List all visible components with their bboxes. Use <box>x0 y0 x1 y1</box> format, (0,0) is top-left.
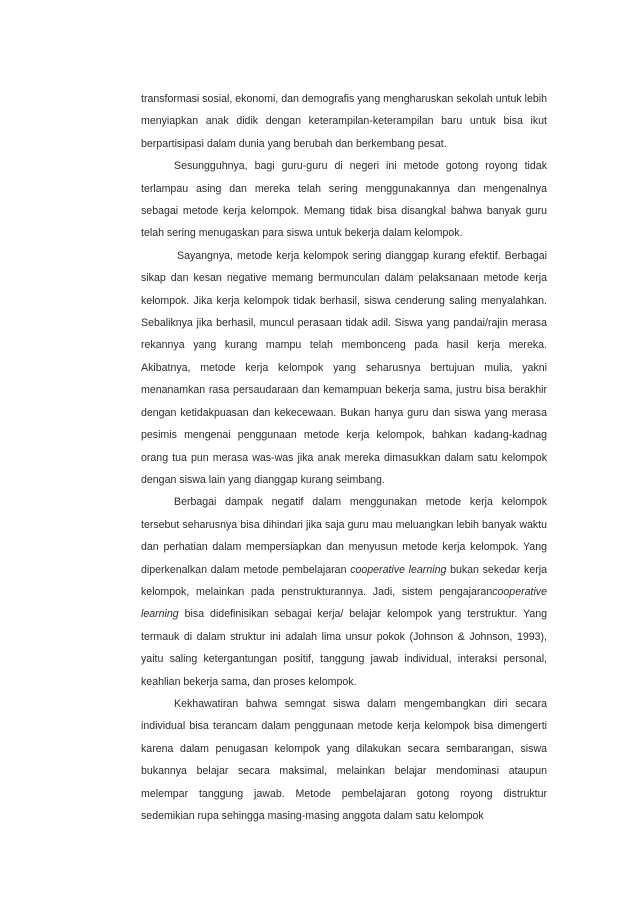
italic-term: cooperative learning <box>350 563 447 576</box>
body-text <box>141 88 547 827</box>
paragraph-text: Kekhawatiran bahwa semngat siswa dalam mengembangkan diri secara individual bisa terancam dalam penggunaan metode kerja kelompok bisa dimengerti karena dalam penugasan kelompok yang dilakukan secara sembarangan, siswa bukannya belajar secara maksimal, melainkan belajar mendominasi ataupun melempar tanggung jawab. Metode pembelajaran gotong royong distruktur sedemikian rupa sehingga masing-masing anggota dalam satu kelompok <box>141 697 547 822</box>
paragraph-text: Sayangnya, metode kerja kelompok sering dianggap kurang efektif. Berbagai sikap dan kesan negative memang bermunculan dalam pelaksanaan metode kerja kelompok. Jika kerja kelompok tidak berhasil, siswa cenderung saling menyalahkan. Sebaliknya jika berhasil, muncul perasaan tidak adil. Siswa yang pandai/rajin merasa rekannya yang kurang mampu telah membonceng pada hasil kerja mereka. Akibatnya, metode kerja kelompok yang seharusnya bertujuan mulia, yakni menanamkan rasa persaudaraan dan kemampuan bekerja sama, justru bisa berakhir dengan ketidakpuasan dan kekecewaan. Bukan hanya guru dan siswa yang merasa pesimis mengenai penggunaan metode kerja kelompok, bahkan kadang-kadnag orang tua pun merasa was-was jika anak mereka dimasukkan dalam satu kelompok dengan siswa lain yang dianggap kurang seimbang. <box>141 249 547 486</box>
paragraph-text: Berbagai dampak negatif dalam menggunakan metode kerja kelompok tersebut seharusnya bisa dihindari jika saja guru mau meluangkan lebih banyak waktu dan perhatian dalam mempersiapkan dan menyusun metode kerja kelompok. Yang diperkenalkan dalam metode pembelajaran <box>141 496 547 576</box>
paragraph-text: bukan sekedar kerja kelompok, melainkan pada penstrukturannya. Jadi, sistem pengajaran <box>141 563 547 598</box>
paragraph-4 <box>141 491 547 693</box>
paragraph-text: transformasi sosial, ekonomi, dan demografis yang mengharuskan sekolah untuk lebih menyiapkan anak didik dengan keterampilan-keterampilan baru untuk bisa ikut berpartisipasi dalam dunia yang berubah dan berkembang pesat. <box>141 93 547 150</box>
paragraph-3 <box>141 245 547 491</box>
paragraph-text: bisa didefinisikan sebagai kerja/ belajar kelompok yang terstruktur. Yang termauk di dalam struktur ini adalah lima unsur pokok (Johnson & Johnson, 1993), yaitu saling ketergantungan positif, tanggung jawab individual, interaksi personal, keahlian bekerja sama, dan proses kelompok. <box>141 608 547 688</box>
italic-term: cooperative learning <box>141 585 547 621</box>
paragraph-2 <box>141 155 547 245</box>
paragraph-5 <box>141 693 547 827</box>
paragraph-text: Sesungguhnya, bagi guru-guru di negeri ini metode gotong royong tidak terlampau asing dan mereka telah sering menggunakannya dan mengenalnya sebagai metode kerja kelompok. Memang tidak bisa disangkal bahwa banyak guru telah sering menugaskan para siswa untuk bekerja dalam kelompok. <box>141 160 547 240</box>
paragraph-1 <box>141 88 547 155</box>
